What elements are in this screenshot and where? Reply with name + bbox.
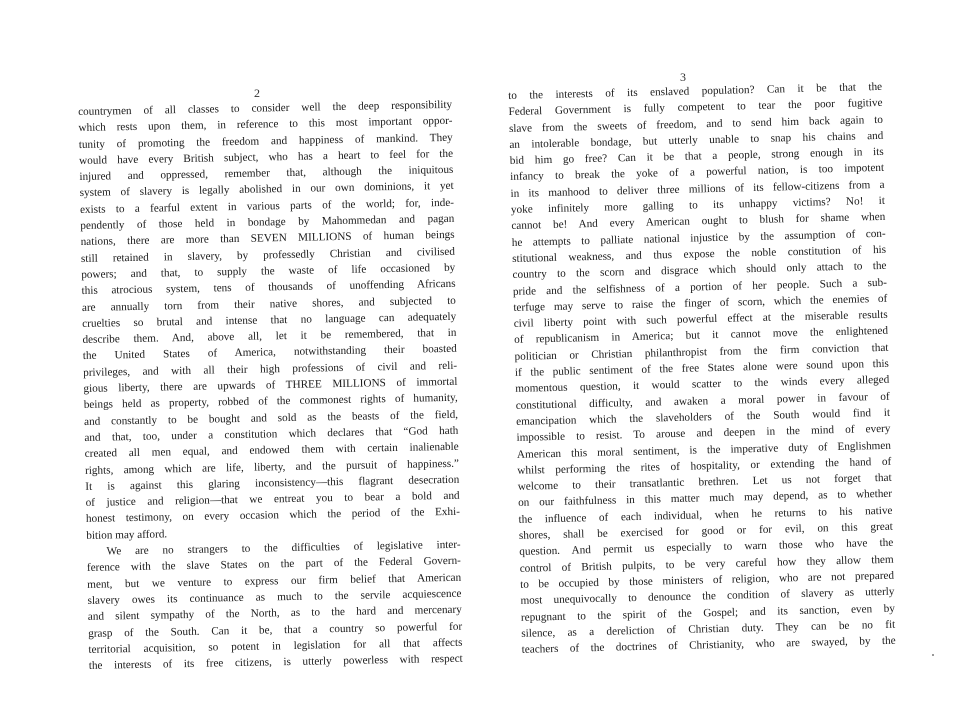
page-number-left: 2: [254, 86, 260, 100]
text-line: cruelties so brutal and intense that no language can adequately: [82, 310, 457, 330]
text-line: civil liberty point with such powerful effect at the miserable results: [513, 308, 888, 331]
text-line: the interests of its free citizens, is utterly powerless with respect: [88, 652, 463, 672]
text-line: beings held as property, robbed of the commonest rights of humanity,: [83, 392, 458, 412]
text-line: country to the scorn and disgrace which should only attach to the: [512, 260, 887, 282]
text-line: yoke infinitely more galling to its unhappy victims? No! it: [510, 194, 886, 217]
text-line: question. And permit us especially to warn those who have the: [519, 537, 894, 559]
text-line: would have every British subject, who has a heart to feel for the: [78, 147, 454, 167]
right-page: [490, 0, 980, 714]
text-line: and silent sympathy of the North, as to the hard and mercenary: [87, 603, 462, 624]
text-line: the United States of America, notwithstanding their boasted: [82, 343, 457, 363]
text-line: silence, as a dereliction of Christian duty. They can be no fit: [521, 618, 896, 640]
text-line: created all men equal, and endowed them with certain inalienable: [84, 440, 459, 461]
text-line: teachers of the doctrines of Christianity, who are swayed, by the: [521, 634, 896, 656]
text-line: an intolerable bondage, but utterly unable to snap his chains and: [509, 129, 884, 151]
text-line: welcome to their transatlantic brethren. Let us not forget that: [517, 471, 892, 494]
text-line: territorial acquisition, so potent in legislation for all that affects: [88, 636, 463, 656]
text-line: control of British pulpits, to be very careful how they allow them: [519, 553, 894, 575]
text-line: if the public sentiment of the free States alone were sound upon this: [514, 357, 889, 379]
text-line: tunity of promoting the freedom and happiness of mankind. They: [78, 131, 453, 151]
text-line: constitutional difficulty, and awaken a moral power in favour of: [515, 390, 890, 412]
text-line: and that, too, under a constitution which declares that “God hath: [84, 424, 459, 444]
left-page-text: [78, 97, 463, 674]
text-line: slave from the sweets of freedom, and to send him back again to: [508, 113, 884, 135]
text-line: Federal Government is fully competent to tear the poor fugitive: [508, 97, 883, 119]
text-line: bition may afford.: [86, 528, 168, 542]
text-line: still retained in slavery, by professedly Christian and civilised: [80, 245, 456, 265]
text-line: to be occupied by those ministers of religion, who are not prepared: [519, 569, 895, 591]
text-line: exists to a fearful extent in various parts of the world; for, inde-: [79, 196, 455, 216]
text-line: ment, but we venture to express our firm belief that American: [87, 571, 462, 591]
text-line: countrymen of all classes to consider well the deep responsibility: [78, 98, 453, 118]
text-line: in its manhood to deliver three millions of its fellow-citizens from a: [510, 178, 885, 200]
text-line: which rests upon them, in reference to this most important oppor-: [78, 115, 453, 135]
text-line: on our faithfulness in this matter much may depend, as to whether: [518, 488, 893, 510]
text-line: grasp of the South. Can it be, that a country so powerful for: [88, 620, 463, 640]
text-line: gious liberty, there are upwards of THREE MILLIONS of immortal: [83, 375, 458, 395]
text-line: and constantly to be bought and sold as the beasts of the field,: [83, 408, 459, 428]
scan-speck: [932, 654, 934, 656]
text-line: describe them. And, above all, let it be remembered, that in: [82, 326, 457, 347]
text-line: injured and oppressed, remember that, although the iniquitous: [79, 163, 454, 184]
text-line: this atrocious system, tens of thousands of unoffending Africans: [81, 278, 456, 298]
text-line: are annually torn from their native shores, and subjected to: [81, 294, 456, 314]
text-line: of justice and religion—that we entreat you to bear a bold and: [85, 489, 460, 510]
text-line: powers; and that, to supply the waste of life occasioned by: [81, 261, 456, 281]
text-line: politician or Christian philanthropist from the firm conviction that: [514, 341, 889, 363]
text-line: momentous question, it would scatter to the winds every alleged: [515, 374, 890, 396]
text-line: rights, among which are life, liberty, and the pursuit of happiness.”: [84, 457, 460, 477]
text-line: slavery owes its continuance as much to the servile acquiescence: [87, 587, 462, 607]
text-line: It is against this glaring inconsistency—this flagrant desecration: [85, 473, 460, 493]
text-line: infancy to break the yoke of a powerful nation, is too impotent: [510, 162, 885, 184]
text-line: of republicanism in America; but it cannot move the enlightened: [514, 325, 889, 347]
text-line: bid him go free? Can it be that a people, strong enough in its: [509, 146, 884, 168]
text-line: repugnant to the spirit of the Gospel; and its sanction, even by: [520, 602, 895, 624]
text-line: impossible to resist. To arouse and deepen in the mind of every: [516, 422, 891, 445]
text-line: privileges, and with all their high professions of civil and reli-: [83, 359, 458, 379]
text-line: most unequivocally to denounce the condition of slavery as utterly: [520, 585, 895, 608]
text-line: cannot be! And every American ought to blush for shame when: [511, 211, 886, 233]
text-line: he attempts to palliate national injustice by the assumption of con-: [511, 227, 886, 249]
text-line: honest testimony, on every occasion which the period of the Exhi-: [85, 506, 461, 526]
text-line: whilst performing the rites of hospitality, or extending the hand of: [517, 455, 892, 477]
text-line: to the interests of its enslaved population? Can it be that the: [508, 80, 883, 102]
text-line: system of slavery is legally abolished in our own dominions, it yet: [79, 180, 454, 200]
page-number-right: 3: [680, 70, 686, 84]
text-line: ference with the slave States on the part of the Federal Govern-: [86, 555, 461, 575]
right-page-text: [508, 79, 896, 658]
text-line: pride and the selfishness of a portion of her people. Such a sub-: [512, 276, 888, 298]
text-line: American this moral sentiment, is the imperative duty of Englishmen: [516, 439, 891, 461]
text-line: nations, there are more than SEVEN MILLIONS of human beings: [80, 229, 455, 249]
text-line: emancipation which the slaveholders of the South would find it: [516, 406, 891, 428]
text-line: shores, shall be exercised for good or for evil, on this great: [518, 520, 893, 542]
text-line: pendently of those held in bondage by Mahommedan and pagan: [80, 212, 455, 233]
text-line: We are no strangers to the difficulties of legislative inter-: [106, 538, 461, 558]
text-line: the influence of each individual, when he returns to his native: [518, 504, 893, 526]
text-line: stitutional weakness, and thus expose the noble constitution of his: [512, 243, 887, 265]
text-line: terfuge may serve to raise the finger of scorn, which the enemies of: [513, 292, 888, 314]
